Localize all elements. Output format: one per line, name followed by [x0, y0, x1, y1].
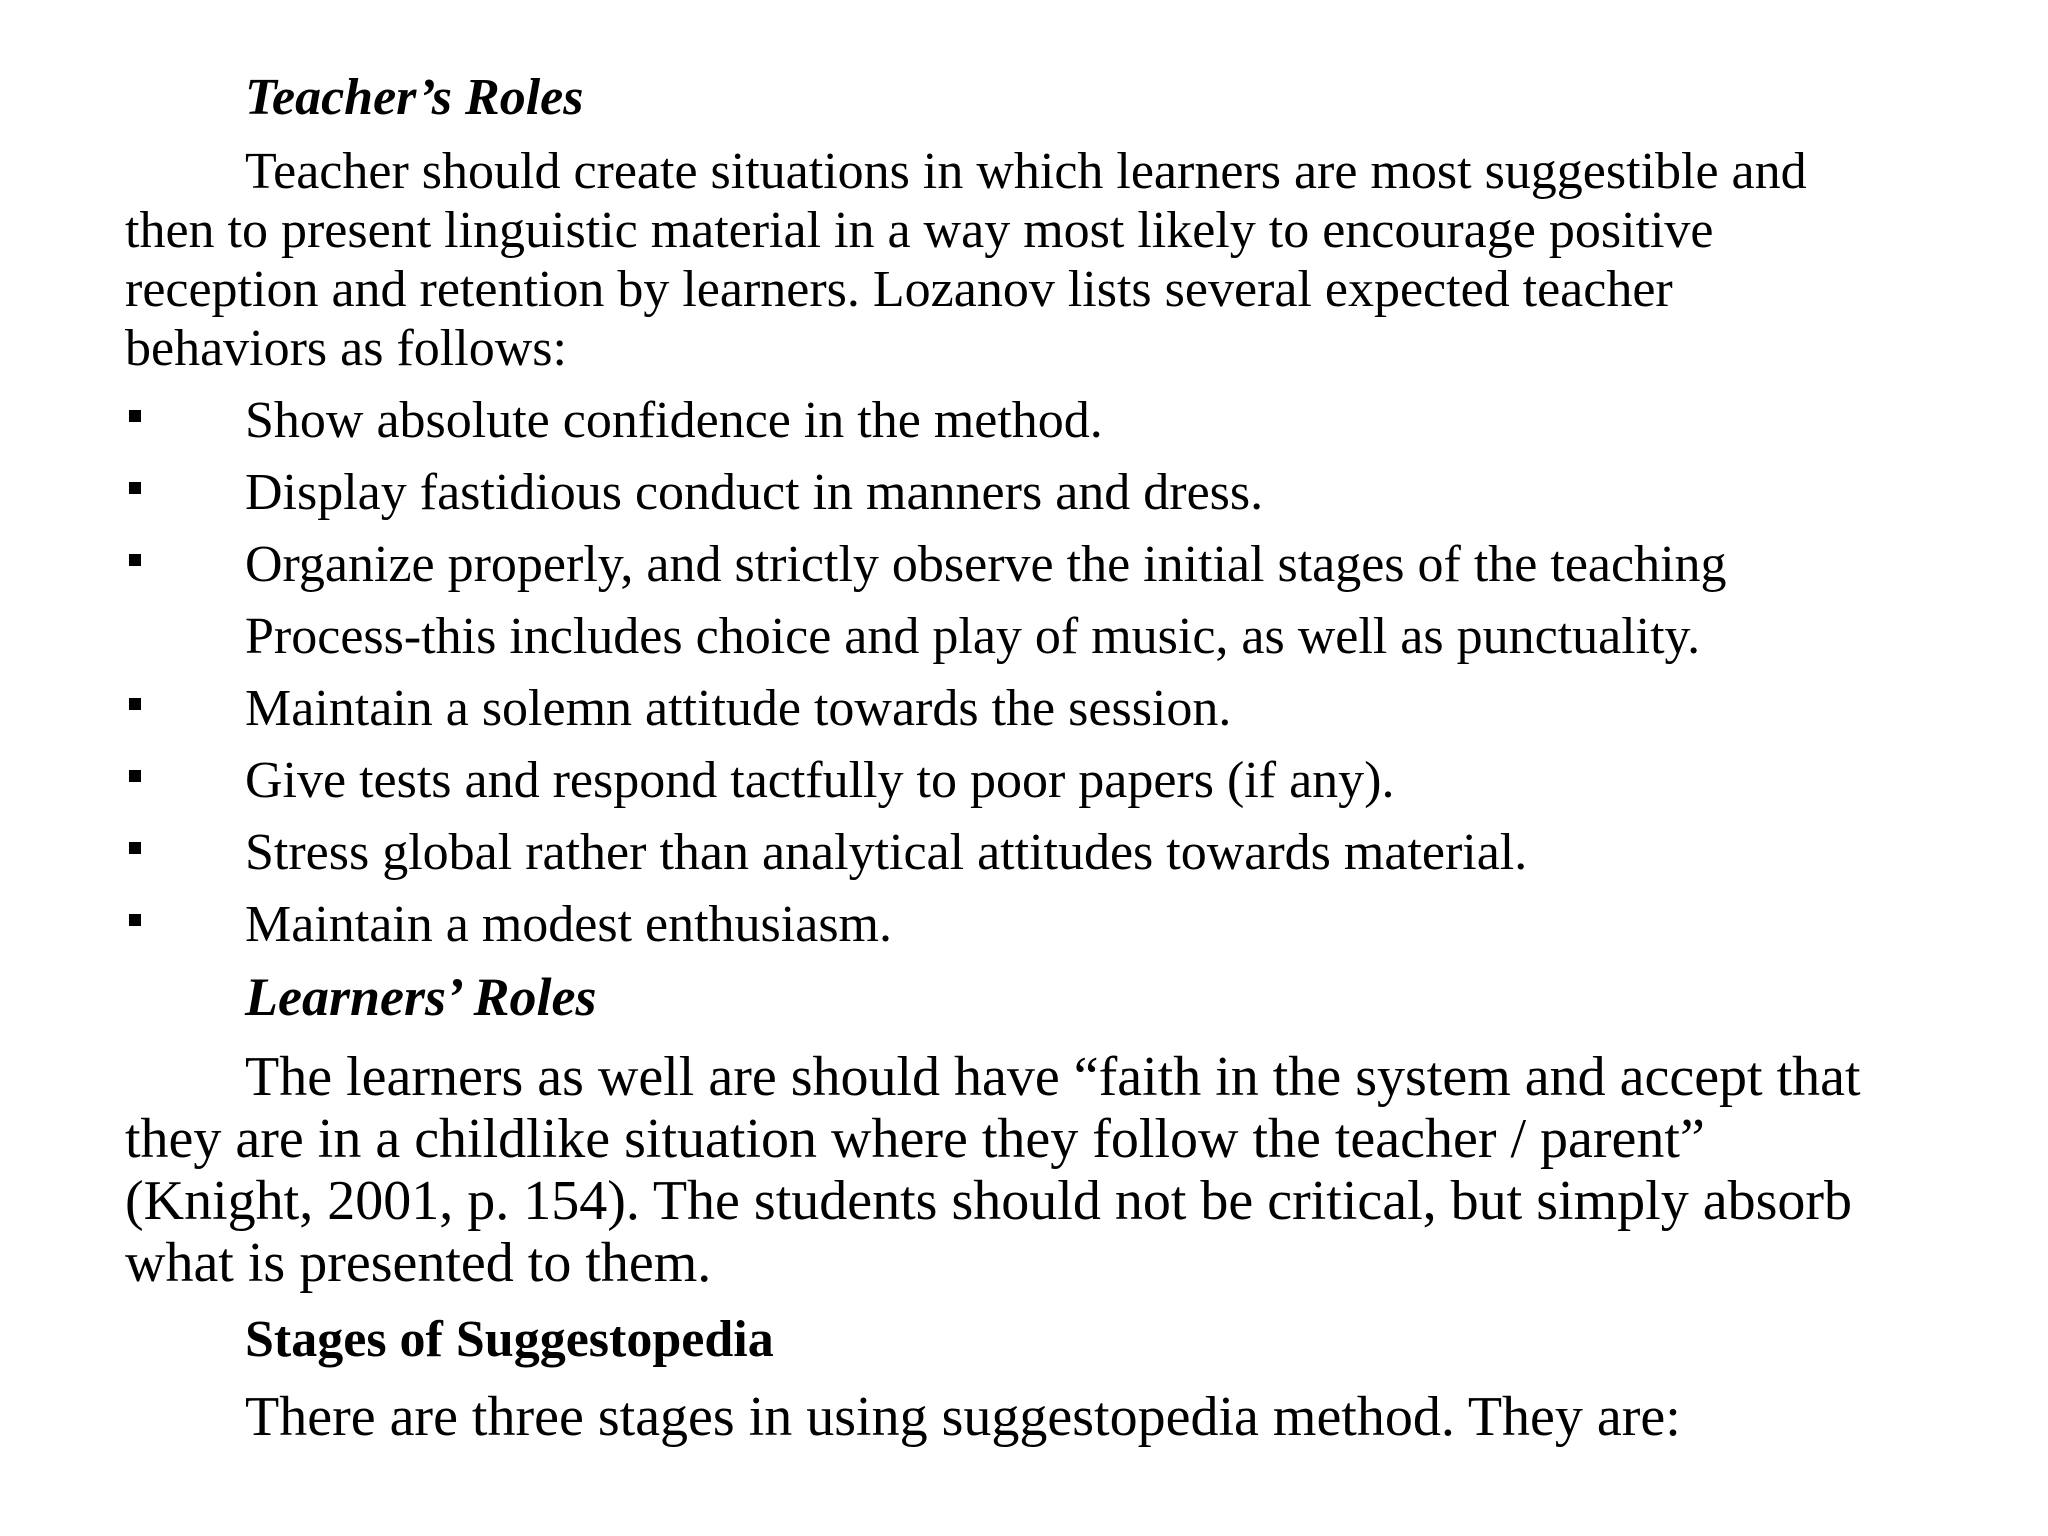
- teacher-paragraph-line-3: reception and retention by learners. Lozanov lists several expected teacher: [125, 261, 1673, 318]
- bullet-marker: [129, 698, 141, 710]
- teacher-paragraph-line-1: Teacher should create situations in which learners are most suggestible and: [245, 143, 1807, 200]
- bullet-marker: [129, 770, 141, 782]
- bullet-item-continuation: Process-this includes choice and play of music, as well as punctuality.: [245, 608, 1701, 665]
- learner-roles-heading: Learners’ Roles: [245, 967, 597, 1027]
- bullet-marker: [129, 410, 141, 422]
- teacher-paragraph-line-2: then to present linguistic material in a way most likely to encourage positive: [125, 202, 1714, 259]
- bullet-item: Display fastidious conduct in manners and dress.: [245, 464, 1264, 521]
- bullet-item: Organize properly, and strictly observe the initial stages of the teaching: [245, 536, 1727, 593]
- learner-paragraph-line-1: The learners as well are should have “faith in the system and accept that: [245, 1046, 1861, 1108]
- teacher-roles-heading: Teacher’s Roles: [245, 69, 584, 126]
- bullet-item: Give tests and respond tactfully to poor papers (if any).: [245, 752, 1395, 809]
- bullet-item: Show absolute confidence in the method.: [245, 392, 1103, 449]
- bullet-item: Maintain a solemn attitude towards the session.: [245, 680, 1232, 737]
- teacher-paragraph-line-4: behaviors as follows:: [125, 320, 567, 377]
- bullet-marker: [129, 554, 141, 566]
- stages-intro: There are three stages in using suggestopedia method. They are:: [245, 1386, 1681, 1448]
- stages-heading: Stages of Suggestopedia: [245, 1311, 774, 1368]
- learner-paragraph-line-2: they are in a childlike situation where they follow the teacher / parent”: [125, 1108, 1705, 1170]
- learner-paragraph-line-3: (Knight, 2001, p. 154). The students should not be critical, but simply absorb: [125, 1170, 1853, 1232]
- bullet-item: Maintain a modest enthusiasm.: [245, 896, 893, 953]
- bullet-item: Stress global rather than analytical attitudes towards material.: [245, 824, 1528, 881]
- bullet-marker: [129, 482, 141, 494]
- bullet-marker: [129, 914, 141, 926]
- bullet-marker: [129, 842, 141, 854]
- learner-paragraph-line-4: what is presented to them.: [125, 1232, 712, 1294]
